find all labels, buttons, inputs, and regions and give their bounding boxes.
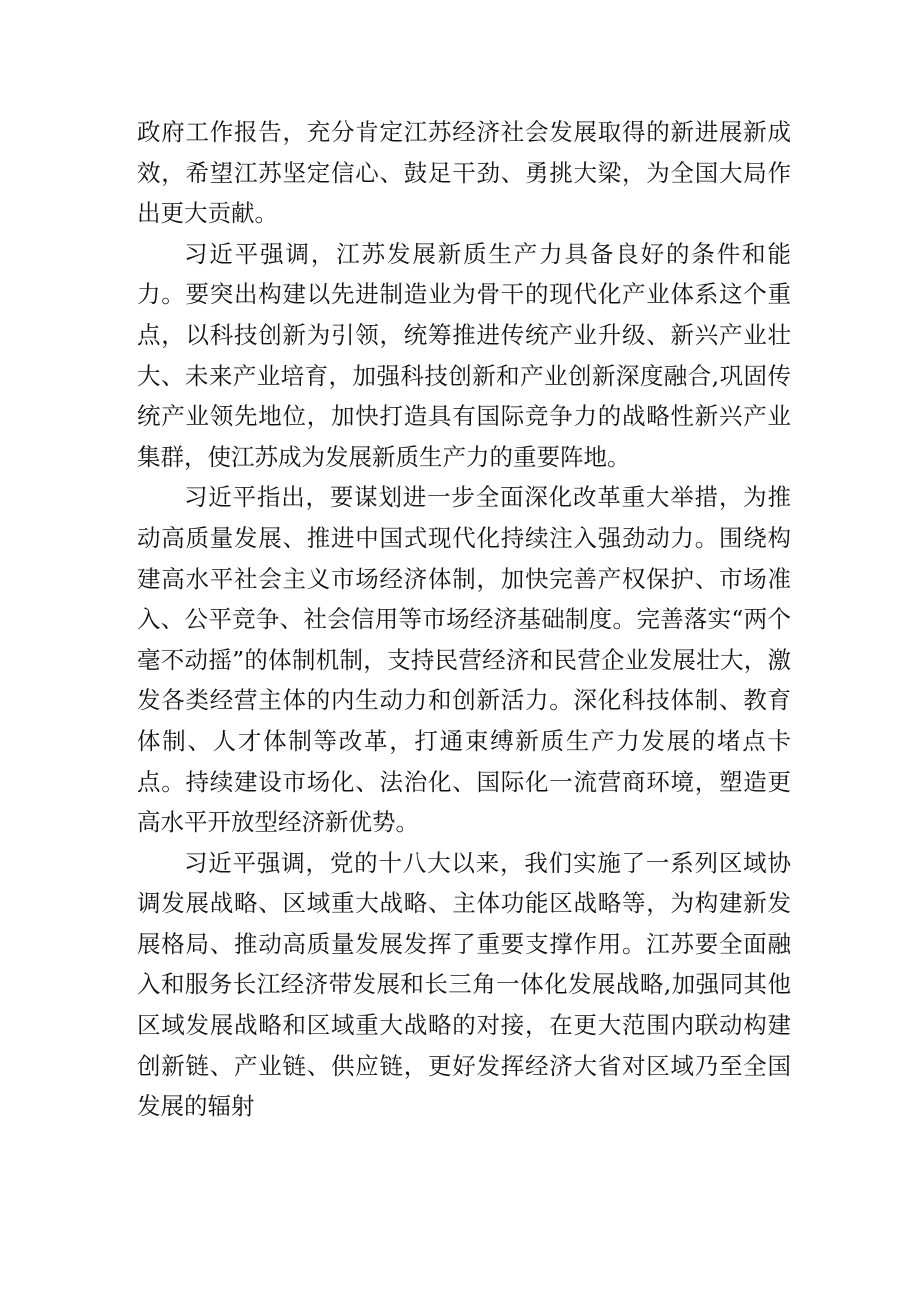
paragraph-4: 习近平强调，党的十八大以来，我们实施了一系列区域协调发展战略、区域重大战略、主体功能区战略等，为构建新发展格局、推动高质量发展发挥了重要支撑作用。江苏要全面融入和服务长江经济带发展和长三角一体化发展战略,加强同其他区域发展战略和区域重大战略的对接，在更大范围内联动构建创新链、产业链、供应链，更好发挥经济大省对区域乃至全国发展的辐射	[137, 848, 791, 1121]
paragraph-2: 习近平强调，江苏发展新质生产力具备良好的条件和能力。要突出构建以先进制造业为骨干的现代化产业体系这个重点，以科技创新为引领，统筹推进传统产业升级、新兴产业壮大、未来产业培育，加强科技创新和产业创新深度融合,巩固传统产业领先地位，加快打造具有国际竞争力的战略性新兴产业集群，使江苏成为发展新质生产力的重要阵地。	[137, 239, 791, 471]
document-body	[137, 112, 791, 1127]
paragraph-1: 政府工作报告，充分肯定江苏经济社会发展取得的新进展新成效，希望江苏坚定信心、鼓足干劲、勇挑大梁，为全国大局作出更大贡献。	[137, 118, 791, 228]
paragraph-3: 习近平指出，要谋划进一步全面深化改革重大举措，为推动高质量发展、推进中国式现代化持续注入强劲动力。围绕构建高水平社会主义市场经济体制，加快完善产权保护、市场准入、公平竞争、社会信用等市场经济基础制度。完善落实“两个毫不动摇”的体制机制，支持民营经济和民营企业发展壮大，激发各类经营主体的内生动力和创新活力。深化科技体制、教育体制、人才体制等改革，打通束缚新质生产力发展的堵点卡点。持续建设市场化、法治化、国际化一流营商环境，塑造更高水平开放型经济新优势。	[137, 483, 791, 837]
